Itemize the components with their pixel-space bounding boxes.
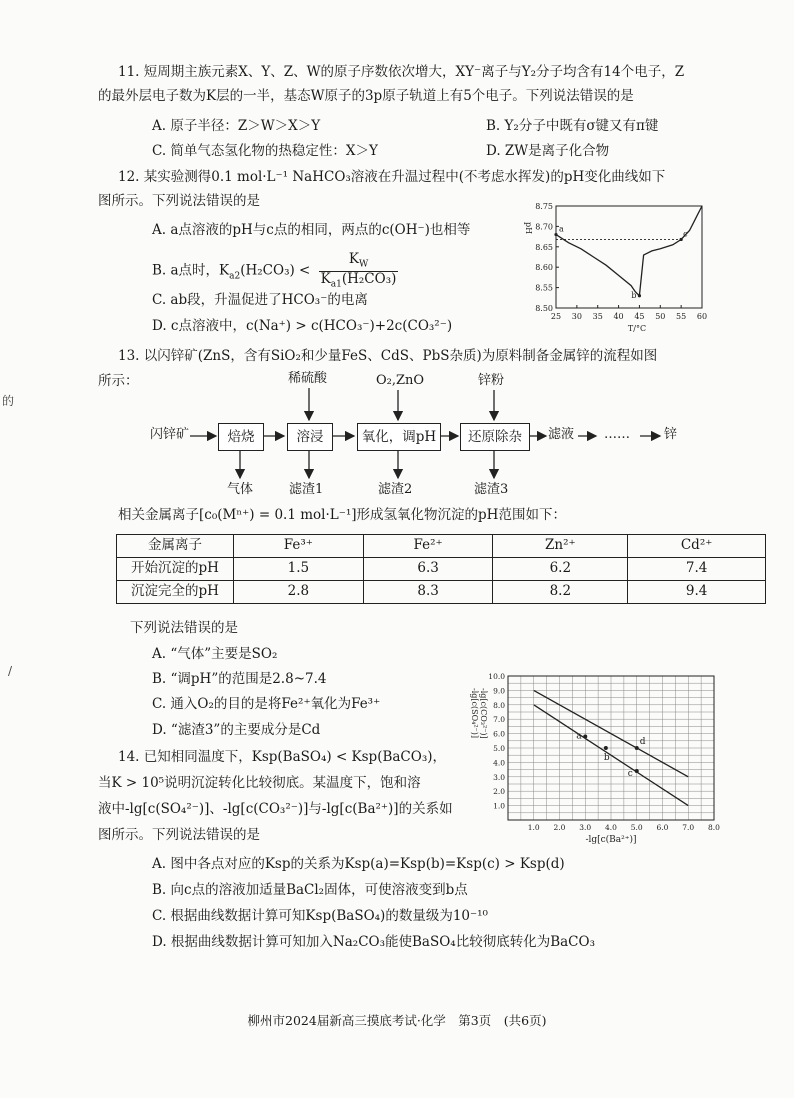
- table-cell: 8.3: [363, 581, 493, 604]
- table-row: [117, 558, 766, 581]
- q13-prompt: 下列说法错误的是: [130, 620, 238, 636]
- q12-b-den-sub: a1: [330, 279, 342, 290]
- flow-end-zinc: 锌: [664, 427, 678, 442]
- q13-option-a: A. “气体”主要是SO₂: [152, 646, 278, 662]
- flow-filtrate: 滤液: [548, 427, 575, 442]
- x-tick-label: 55: [676, 312, 687, 321]
- left-edge-mark: 的: [2, 394, 15, 408]
- table-cell: 沉淀完全的pH: [117, 581, 234, 604]
- metal-ion-ph-table: [116, 534, 766, 604]
- y-tick-label: 6.0: [493, 729, 505, 739]
- flow-step-oxidize-adjust-ph: 氧化，调pH: [357, 423, 441, 451]
- q11-stem-line2: 的最外层电子数为K层的一半，基态W原子的3p原子轨道上有5个电子。下列说法错误的是: [98, 88, 634, 104]
- point-label-c: c: [627, 769, 633, 780]
- point-label-a: a: [576, 731, 582, 742]
- x-axis-label: T/°C: [627, 324, 647, 333]
- x-tick-label: 6.0: [656, 823, 669, 832]
- y-axis-label: pH: [524, 222, 533, 235]
- table-cell: 8.2: [493, 581, 628, 604]
- q11-option-d: D. ZW是离子化合物: [486, 143, 610, 159]
- table-cell: 7.4: [628, 558, 766, 581]
- flow-output-residue1: 滤渣1: [289, 482, 324, 497]
- table-row: [117, 581, 766, 604]
- y-tick-label: 8.55: [535, 283, 553, 293]
- flow-step-roast: 焙烧: [218, 423, 264, 451]
- y-tick-label: 8.60: [535, 263, 553, 273]
- q14-stem-line3: 液中-lg[c(SO₄²⁻)]、-lg[c(CO₃²⁻)]与-lg[c(Ba²⁺)]的关系如: [98, 801, 453, 817]
- table-header-row: [117, 535, 766, 558]
- y-axis-label-line2: -lg[c(CO₃²⁻)]: [479, 688, 488, 739]
- q12-stem-line2: 图所示。下列说法错误的是: [98, 193, 260, 209]
- lg-ion-relation-chart: [466, 668, 736, 848]
- point-label-b: b: [631, 290, 637, 300]
- y-tick-label: 8.70: [535, 222, 553, 232]
- x-axis-label: -lg[c(Ba²⁺)]: [585, 835, 637, 845]
- x-tick-label: 1.0: [527, 823, 540, 832]
- q12-b-sub: a2: [229, 271, 241, 282]
- data-point-d: [635, 746, 639, 750]
- flow-output-residue3: 滤渣3: [474, 482, 509, 497]
- x-tick-label: 50: [655, 312, 666, 321]
- flow-step-leach: 溶浸: [287, 423, 333, 451]
- y-tick-label: 7.0: [493, 715, 505, 725]
- point-label-c: c: [683, 229, 688, 239]
- data-point-b: [604, 746, 608, 750]
- point-label-a: a: [559, 224, 564, 234]
- q12-option-a: A. a点溶液的pH与c点的相同，两点的c(OH⁻)也相等: [152, 222, 471, 238]
- x-tick-label: 40: [613, 312, 624, 321]
- x-tick-label: 7.0: [682, 823, 695, 832]
- q13-option-d: D. “滤渣3”的主要成分是Cd: [152, 722, 321, 738]
- y-tick-label: 1.0: [493, 801, 505, 811]
- q12-b-num-sub: W: [358, 259, 369, 270]
- x-tick-label: 5.0: [630, 823, 643, 832]
- flow-output-residue2: 滤渣2: [378, 482, 413, 497]
- x-tick-label: 8.0: [708, 823, 720, 832]
- q14-option-d: D. 根据曲线数据计算可知加入Na₂CO₃能使BaSO₄比较彻底转化为BaCO₃: [152, 934, 595, 950]
- q11-option-b: B. Y₂分子中既有σ键又有π键: [486, 118, 659, 134]
- y-tick-label: 2.0: [493, 787, 505, 797]
- table-cell: 6.3: [363, 558, 493, 581]
- point-label-d: d: [639, 737, 646, 747]
- y-tick-label: 5.0: [493, 744, 505, 753]
- q13-option-b: B. “调pH”的范围是2.8~7.4: [152, 671, 327, 687]
- flow-reagent-acid: 稀硫酸: [288, 371, 328, 386]
- y-tick-label: 8.0: [493, 700, 505, 710]
- q13-stem-line2: 所示：: [98, 373, 139, 389]
- q14-stem-line1: 14. 已知相同温度下，Ksp(BaSO₄) < Ksp(BaCO₃)，: [118, 749, 447, 765]
- q11-option-c: C. 简单气态氢化物的热稳定性：X＞Y: [152, 143, 378, 159]
- data-point-a: [583, 734, 587, 738]
- q13-table-caption: 相关金属离子[c₀(Mⁿ⁺) = 0.1 mol·L⁻¹]形成氢氧化物沉淀的pH范围如下：: [118, 507, 566, 523]
- x-tick-label: 30: [571, 312, 582, 321]
- y-tick-label: 9.0: [493, 686, 505, 696]
- y-axis-label-line1: -lg[c(SO₄²⁻)]: [470, 688, 479, 739]
- x-tick-label: 35: [592, 312, 603, 321]
- flow-reagent-zinc-powder: 锌粉: [478, 373, 505, 388]
- y-tick-label: 10.0: [488, 672, 505, 681]
- q12-b-den-tail: (H₂CO₃): [341, 270, 397, 287]
- table-header-cell: 金属离子: [117, 535, 234, 558]
- q12-option-d: D. c点溶液中，c(Na⁺) > c(HCO₃⁻)+2c(CO₃²⁻): [152, 318, 453, 334]
- x-tick-label: 2.0: [553, 823, 566, 832]
- y-tick-label: 3.0: [493, 772, 505, 782]
- q12-option-c: C. ab段，升温促进了HCO₃⁻的电离: [152, 292, 368, 308]
- q14-option-b: B. 向c点的溶液加适量BaCl₂固体，可使溶液变到b点: [152, 882, 468, 898]
- page-footer: 柳州市2024届新高三摸底考试·化学 第3页 (共6页): [247, 1013, 547, 1028]
- q13-stem-line1: 13. 以闪锌矿(ZnS，含有SiO₂和少量FeS、CdS、PbS杂质)为原料制备金属锌的流程如图: [118, 348, 658, 364]
- y-tick-label: 8.50: [535, 304, 553, 313]
- q11-option-a: A. 原子半径：Z＞W＞X＞Y: [152, 118, 321, 134]
- data-point-c: [635, 769, 639, 773]
- table-header-cell: Zn²⁺: [493, 535, 628, 558]
- table-header-cell: Cd²⁺: [628, 535, 766, 558]
- flow-output-gas: 气体: [227, 482, 254, 497]
- flow-step-reduce-purify: 还原除杂: [460, 423, 530, 451]
- q14-option-a: A. 图中各点对应的Ksp的关系为Ksp(a)=Ksp(b)=Ksp(c) > Ksp(d): [152, 856, 565, 872]
- left-edge-slash: /: [8, 664, 13, 678]
- q13-option-c: C. 通入O₂的目的是将Fe²⁺氧化为Fe³⁺: [152, 696, 381, 712]
- table-cell: 2.8: [234, 581, 364, 604]
- q11-stem-line1: 11. 短周期主族元素X、Y、Z、W的原子序数依次增大，XY⁻离子与Y₂分子均含有14个电子，Z: [118, 64, 685, 80]
- table-cell: 开始沉淀的pH: [117, 558, 234, 581]
- table-cell: 9.4: [628, 581, 766, 604]
- q12-b-den: K: [320, 270, 331, 287]
- y-tick-label: 4.0: [493, 758, 505, 768]
- flow-ellipsis: ……: [604, 427, 630, 442]
- flow-start-ore: 闪锌矿: [150, 427, 190, 442]
- y-tick-label: 8.65: [535, 242, 553, 252]
- q12-stem-line1: 12. 某实验测得0.1 mol·L⁻¹ NaHCO₃溶液在升温过程中(不考虑水挥发)的pH变化曲线如下: [118, 169, 666, 185]
- x-tick-label: 25: [550, 312, 562, 321]
- q12-b-mid: (H₂CO₃) <: [240, 262, 311, 279]
- y-tick-label: 8.75: [535, 202, 553, 211]
- x-tick-label: 45: [634, 312, 645, 321]
- table-cell: 6.2: [493, 558, 628, 581]
- table-header-cell: Fe³⁺: [234, 535, 364, 558]
- q12-b-num: K: [348, 251, 359, 267]
- q14-stem-line4: 图所示。下列说法错误的是: [98, 827, 260, 843]
- point-label-b: b: [603, 753, 610, 763]
- q12-b-prefix: B. a点时，K: [152, 262, 230, 279]
- x-tick-label: 60: [696, 312, 708, 321]
- x-tick-label: 4.0: [605, 823, 617, 832]
- table-cell: 1.5: [234, 558, 364, 581]
- x-tick-label: 3.0: [579, 823, 592, 832]
- q14-option-c: C. 根据曲线数据计算可知Ksp(BaSO₄)的数量级为10⁻¹⁰: [152, 908, 488, 924]
- table-header-cell: Fe²⁺: [363, 535, 493, 558]
- q14-stem-line2: 当K > 10⁵说明沉淀转化比较彻底。某温度下，饱和溶: [98, 775, 421, 791]
- flow-reagent-oxygen-zno: O₂,ZnO: [376, 373, 425, 388]
